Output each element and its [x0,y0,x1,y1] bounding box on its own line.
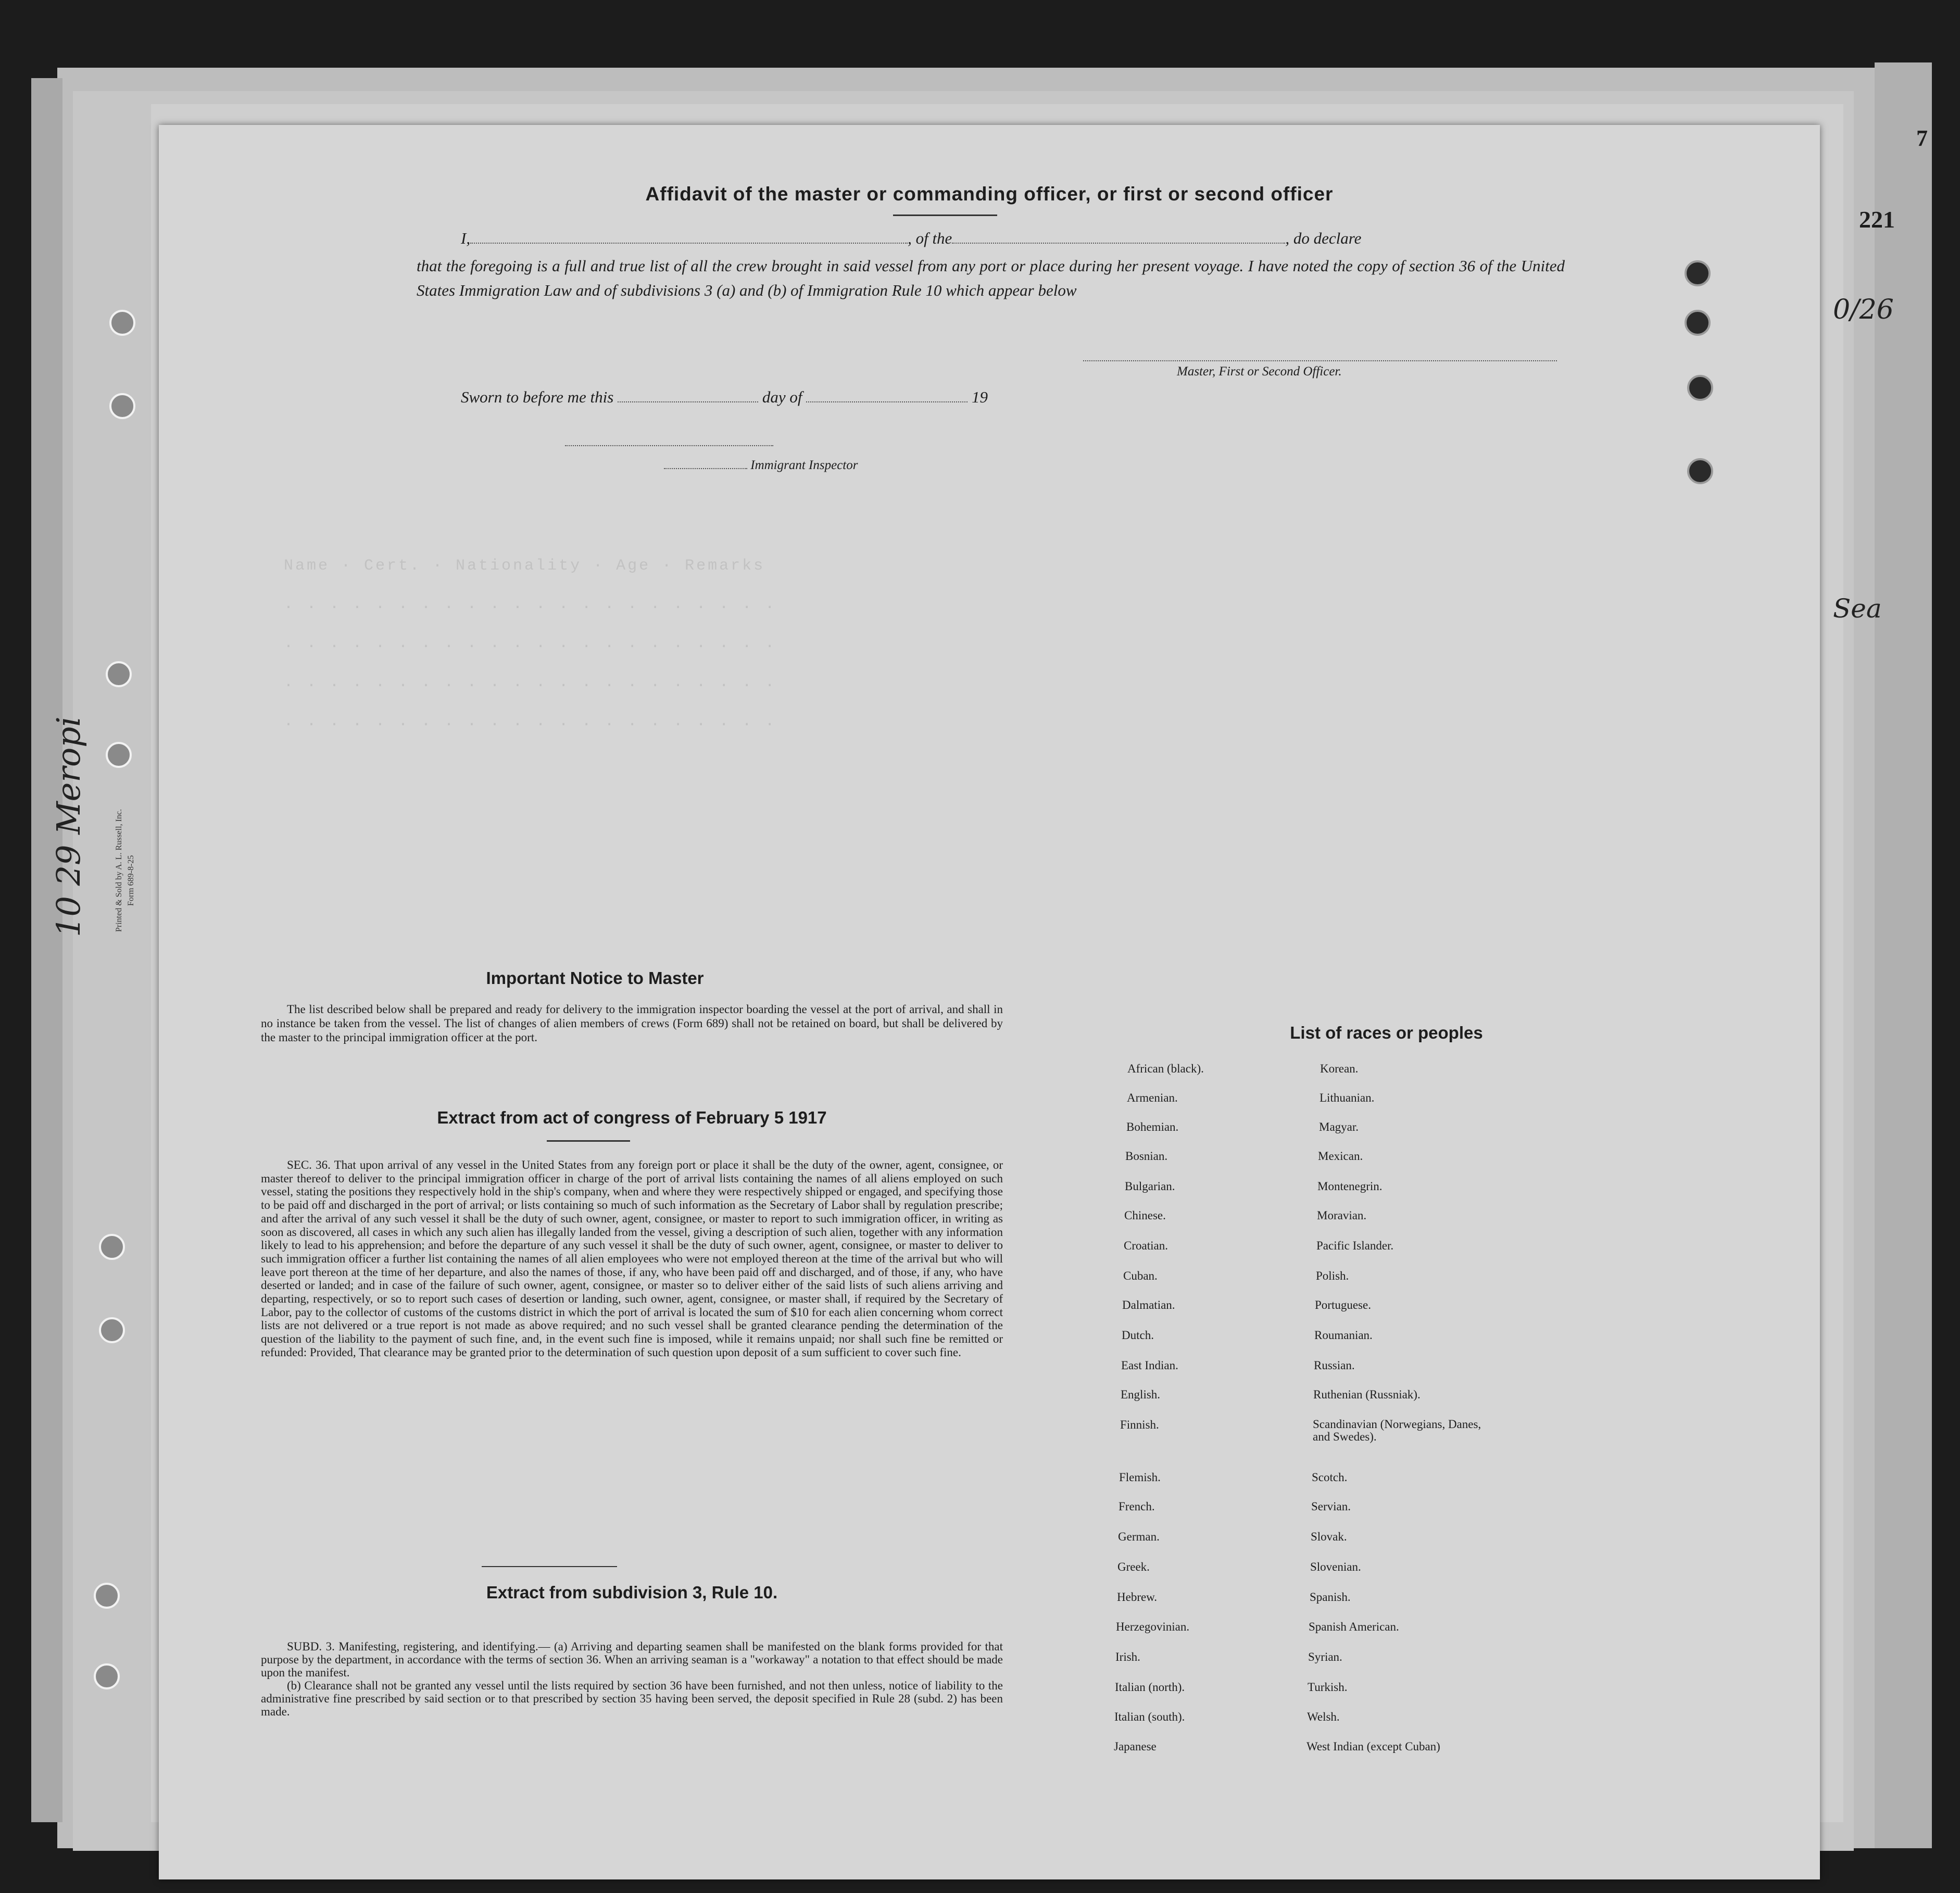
races-title: List of races or peoples [1290,1023,1483,1042]
race-item: Bohemian. [1126,1120,1179,1133]
act-extract-text: SEC. 36. That upon arrival of any vessel in the United States from any foreign port or place it shall be the duty of the owner, agent, consignee, or master thereof to deliver to the principal immigration officer in charge of the port of arrival lists containing the names of all aliens employed on such vessel, stating the positions they respectively hold in the ship's company, when and where they were respectively shipped or engaged, and specifying those to be paid off and discharged in the port of arrival; or lists containing so much of such information as the Secretary of Labor shall by regulation prescribe; and after the arrival of any such vessel it shall be the duty of such owner, agent, consignee, or master to report to such immigration officer, in writing as soon as discovered, all cases in which any such alien has illegally landed from the vessel, giving a description of such alien, together with any information likely to lead to his apprehension; and before the departure of any such vessel it shall be the duty of such owner, agent, consignee, or master to deliver to such immigration officer a further list containing the names of all alien employees who were not employed thereon at the time of the arrival but who will leave port thereon at the time of her departure, and also the names of those, if any, who have been paid off and discharged, and of those, if any, who have deserted or landed; and in case of the failure of such owner, agent, consignee, or master so to deliver either of the said lists of such aliens arriving and departing, respectively, or so to report such cases of desertion or landing, such owner, agent, consignee, or master shall, if required by the Secretary of Labor, pay to the collector of customs of the customs district in which the port of arrival is located the sum of $10 for each alien concerning whom correct lists are not delivered or a true report is not made as above required; and no such vessel shall be granted clearance pending the determination of the question of the liability to the payment of such fine, and, in the event such fine is imposed, while it remains unpaid; nor shall such fine be remitted or refunded: Provided, That clearance may be granted prior to the determination of such question upon deposit of a sum sufficient to cover such fine. [261,1158,1003,1359]
right-margin-handwritten-date: 0/26 [1833,294,1894,325]
race-item: Finnish. [1120,1418,1159,1431]
race-item: Turkish. [1308,1681,1348,1694]
race-item: Spanish American. [1309,1620,1399,1633]
right-margin-number: 221 [1859,206,1895,233]
bleed-through-row: · · · · · · · · · · · · · · · · · · · · · · [284,599,777,616]
race-item: Roumanian. [1314,1329,1373,1342]
punch-hole [1687,375,1713,401]
inspector-label: Immigrant Inspector [750,458,858,472]
affidavit-declaration-line [461,229,1361,248]
race-item: Herzegovinian. [1116,1620,1190,1633]
race-item: East Indian. [1121,1359,1178,1372]
punch-hole [109,310,135,336]
race-item: Korean. [1320,1062,1359,1075]
subdivision-para-a: SUBD. 3. Manifesting, registering, and identifying.— (a) Arriving and departing seamen shall be manifested on the blank forms provided for that purpose by the department, in accordance with the terms of section 36. When an arriving seaman is a "workaway" a notation to that effect should be made upon the manifest. [261,1640,1003,1679]
right-margin-handwritten-word: Sea [1833,594,1882,624]
inspector-signature-field[interactable] [664,468,747,469]
subdivision-title: Extract from subdivision 3, Rule 10. [486,1583,778,1602]
section-divider-rule [482,1566,617,1567]
punch-hole [1685,260,1711,286]
race-item: Bosnian. [1125,1150,1168,1163]
race-item: French. [1119,1500,1155,1513]
sworn-day-field[interactable] [618,401,758,402]
sworn-month-field[interactable] [806,401,968,402]
master-signature-field[interactable] [1083,360,1557,361]
punch-hole [1687,458,1713,484]
race-item: Servian. [1311,1500,1351,1513]
race-item: Welsh. [1307,1710,1340,1723]
affidavit-body: that the foregoing is a full and true list of all the crew brought in said vessel from any port or place during her present voyage. I have noted the copy of section 36 of the United States Immigration Law and of subdivisions 3 (a) and (b) of Immigration Rule 10 which appear below [417,257,1565,299]
notice-text: The list described below shall be prepared and ready for delivery to the immigration inspector boarding the vessel at the port of arrival, and shall in no instance be taken from the vessel. The list of changes of alien members of crews (Form 689) shall not be retained on board, but shall be delivered by the master to the principal immigration officer at the port. [261,1003,1003,1044]
race-item: German. [1118,1530,1160,1543]
sworn-label: Sworn to before me this [461,388,614,406]
race-item: Flemish. [1119,1471,1161,1484]
race-item: Dutch. [1122,1329,1154,1342]
race-item: Polish. [1316,1269,1349,1282]
day-of-label: day of [762,388,802,406]
form-page [49,125,1820,1879]
race-item: Montenegrin. [1317,1180,1383,1193]
i-label: I, [461,229,471,247]
punch-hole [106,661,132,687]
margin-handwritten-note: 10 29 Meropi [49,716,87,937]
bleed-through-row: · · · · · · · · · · · · · · · · · · · · · · [284,716,777,734]
inspector-line [664,458,858,473]
officer-name-field[interactable] [470,242,908,244]
act-extract-title: Extract from act of congress of February 5 1917 [437,1108,827,1127]
race-item: Slovenian. [1310,1560,1361,1573]
race-item: Moravian. [1317,1209,1367,1222]
printer-credit: Printed & Sold by A. L. Russell, Inc. [115,809,123,932]
notice-title: Important Notice to Master [486,968,704,988]
form-number: Form 689-8-25 [127,855,135,906]
title-rule [893,214,997,216]
race-item: Lithuanian. [1320,1091,1375,1104]
race-item: Croatian. [1124,1239,1168,1252]
punch-hole [94,1583,120,1609]
of-the-label: , of the [908,229,952,247]
subdivision-text [261,1640,1003,1718]
bleed-through-row: · · · · · · · · · · · · · · · · · · · · · · [284,677,777,695]
race-item: Scandinavian (Norwegians, Danes, and Swedes). [1313,1418,1481,1443]
race-item: Italian (north). [1115,1681,1185,1694]
race-item: Mexican. [1318,1150,1363,1163]
inspector-signature-top-field[interactable] [565,445,773,446]
declare-label: , do declare [1285,229,1362,247]
race-item: Japanese [1114,1740,1157,1753]
race-item: Magyar. [1319,1120,1359,1133]
punch-hole [1685,310,1711,336]
race-item: Pacific Islander. [1316,1239,1394,1252]
race-item: Portuguese. [1315,1298,1371,1311]
punch-hole [99,1234,125,1260]
race-item: Chinese. [1124,1209,1166,1222]
vessel-name-field[interactable] [952,242,1285,244]
bleed-through-column-headers: Name · Cert. · Nationality · Age · Remarks [284,557,765,575]
race-item: Russian. [1314,1359,1355,1372]
subdivision-para-b: (b) Clearance shall not be granted any vessel until the lists required by section 36 have been furnished, and not then unless, notice of liability to the administrative fine prescribed by said section or to that prescribed by section 35 having been served, the deposit specified in Rule 28 (subd. 2) has been made. [261,1679,1003,1718]
race-item: Spanish. [1310,1591,1351,1604]
race-item: West Indian (except Cuban) [1306,1740,1440,1753]
punch-hole [99,1317,125,1343]
race-item: Dalmatian. [1122,1298,1175,1311]
race-item: Italian (south). [1114,1710,1185,1723]
race-item: Slovak. [1311,1530,1347,1543]
race-item: Cuban. [1123,1269,1158,1282]
race-item: African (black). [1127,1062,1204,1075]
race-item: Armenian. [1127,1091,1178,1104]
punch-hole [94,1663,120,1689]
race-item: Syrian. [1308,1650,1342,1663]
race-item: English. [1121,1388,1161,1401]
race-item: Ruthenian (Russniak). [1313,1388,1421,1401]
year-label: 19 [971,388,988,406]
act-title-rule [547,1140,630,1142]
race-item: Bulgarian. [1125,1180,1175,1193]
right-margin-digit: 7 [1916,125,1928,151]
master-signature-label: Master, First or Second Officer. [1177,364,1342,378]
sworn-line [461,388,988,407]
bleed-through-row: · · · · · · · · · · · · · · · · · · · · · · [284,638,777,655]
left-binding-strip [31,78,62,1822]
race-item: Greek. [1117,1560,1150,1573]
race-item: Scotch. [1312,1471,1348,1484]
race-item: Irish. [1115,1650,1140,1663]
right-edge-pages [1875,62,1932,1848]
race-item: Hebrew. [1117,1591,1158,1604]
punch-hole [109,393,135,419]
affidavit-title: Affidavit of the master or commanding officer, or first or second officer [645,183,1334,205]
punch-hole [106,742,132,768]
